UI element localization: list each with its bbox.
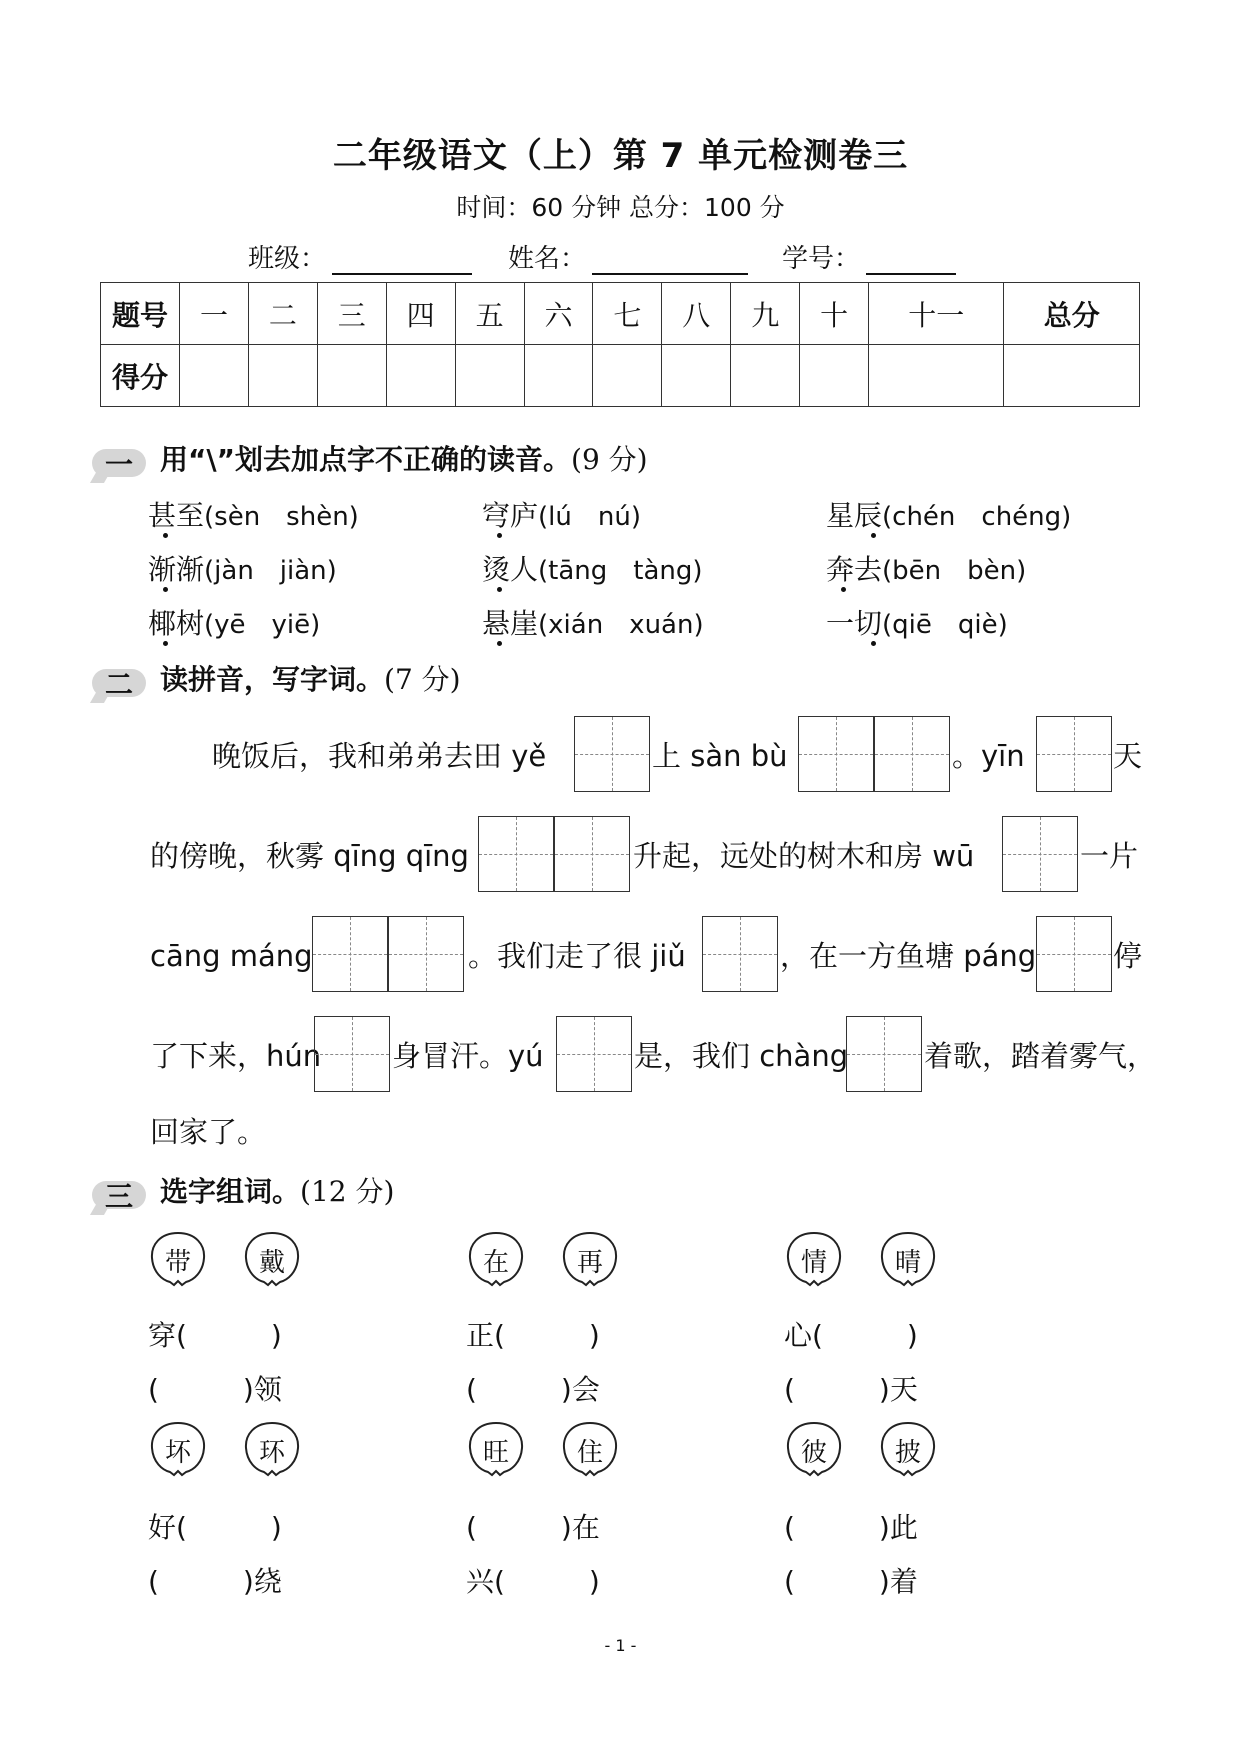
writing-grid-box[interactable]	[874, 716, 950, 792]
choice-character: 再	[560, 1230, 620, 1288]
score-col-7: 七	[593, 283, 662, 345]
choice-character: 在	[466, 1230, 526, 1288]
score-cell[interactable]	[455, 345, 524, 407]
class-blank[interactable]	[332, 247, 472, 275]
choice-character: 住	[560, 1420, 620, 1478]
emphasis-dot	[163, 587, 168, 592]
writing-grid-box[interactable]	[556, 1016, 632, 1092]
pinyin-item: 穹庐(lú nú)	[482, 499, 641, 532]
pinyin-item: 奔去(bēn bèn)	[826, 553, 1027, 586]
score-col-1: 一	[180, 283, 249, 345]
score-row-header: 得分	[101, 345, 180, 407]
word-blank-item[interactable]: ( )天	[784, 1373, 918, 1406]
choice-character: 晴	[878, 1230, 938, 1288]
passage-text: 天	[1113, 739, 1143, 773]
writing-grid-box[interactable]	[314, 1016, 390, 1092]
section-3-heading	[92, 1170, 394, 1211]
class-field[interactable]	[248, 238, 472, 275]
passage-text: cāng máng	[150, 939, 313, 973]
score-table	[100, 282, 1140, 407]
section-1-title: 用“\”划去加点字不正确的读音。	[160, 443, 572, 476]
passage-text: 的傍晚，秋雾 qīng qīng	[150, 839, 469, 873]
score-col-11: 十一	[869, 283, 1004, 345]
section-number-badge: 一	[92, 443, 150, 479]
passage-text: 停	[1113, 939, 1143, 973]
writing-grid-box[interactable]	[1036, 916, 1112, 992]
page-title: 二年级语文（上）第 7 单元检测卷三	[332, 136, 909, 176]
score-col-6: 六	[524, 283, 593, 345]
word-blank-item[interactable]: ( )会	[466, 1373, 600, 1406]
emphasis-dot	[163, 641, 168, 646]
passage-text: 。yīn	[952, 739, 1025, 773]
word-blank-item[interactable]: ( )在	[466, 1511, 600, 1544]
name-blank[interactable]	[592, 247, 748, 275]
emphasis-dot	[497, 533, 502, 538]
writing-grid-box[interactable]	[702, 916, 778, 992]
choice-character: 带	[148, 1230, 208, 1288]
score-cell[interactable]	[593, 345, 662, 407]
pinyin-item: 星辰(chén chéng)	[826, 499, 1072, 532]
student-id-label: 学号：	[782, 244, 861, 274]
emphasis-dot	[871, 641, 876, 646]
pinyin-item: 椰树(yē yiē)	[148, 607, 321, 640]
emphasis-dot	[163, 533, 168, 538]
passage-text: 回家了。	[150, 1115, 267, 1149]
choice-character: 披	[878, 1420, 938, 1478]
score-cell[interactable]	[869, 345, 1004, 407]
score-cell[interactable]	[386, 345, 455, 407]
passage-text: 晚饭后，我和弟弟去田 yě	[212, 739, 547, 773]
student-id-field[interactable]	[782, 238, 956, 275]
word-blank-item[interactable]: 正( )	[466, 1319, 600, 1352]
choice-character: 旺	[466, 1420, 526, 1478]
score-col-4: 四	[386, 283, 455, 345]
passage-text: 。我们走了很 jiǔ	[468, 939, 686, 973]
pinyin-item: 一切(qiē qiè)	[826, 607, 1008, 640]
word-blank-item[interactable]: ( )着	[784, 1565, 918, 1598]
choice-character: 戴	[242, 1230, 302, 1288]
choice-character: 彼	[784, 1420, 844, 1478]
section-number-badge: 三	[92, 1175, 150, 1211]
writing-grid-box[interactable]	[846, 1016, 922, 1092]
score-cell[interactable]	[180, 345, 249, 407]
pinyin-item: 渐渐(jàn jiàn)	[148, 553, 337, 586]
score-col-total: 总分	[1004, 283, 1140, 345]
pinyin-item: 甚至(sèn shèn)	[148, 499, 359, 532]
passage-text: 升起，远处的树木和房 wū	[633, 839, 975, 873]
writing-grid-box[interactable]	[574, 716, 650, 792]
passage-text: 是，我们 chàng	[634, 1039, 849, 1073]
name-field[interactable]	[508, 238, 748, 275]
word-blank-item[interactable]: 好( )	[148, 1511, 282, 1544]
writing-grid-box[interactable]	[554, 816, 630, 892]
score-cell[interactable]	[1004, 345, 1140, 407]
passage-text: 身冒汗。yú	[392, 1039, 544, 1073]
score-col-10: 十	[800, 283, 869, 345]
pinyin-item: 烫人(tāng tàng)	[482, 553, 703, 586]
class-label: 班级：	[248, 244, 327, 274]
section-2-title: 读拼音，写字词。	[160, 663, 385, 696]
score-col-5: 五	[455, 283, 524, 345]
question-number-header: 题号	[101, 283, 180, 345]
score-cell[interactable]	[317, 345, 386, 407]
section-1-heading	[92, 438, 648, 479]
choice-character: 情	[784, 1230, 844, 1288]
passage-text: ，在一方鱼塘 páng	[780, 939, 1037, 973]
word-blank-item[interactable]: 兴( )	[466, 1565, 600, 1598]
word-blank-item[interactable]: ( )绕	[148, 1565, 282, 1598]
exam-meta: 时间：60 分钟 总分：100 分	[456, 193, 785, 222]
emphasis-dot	[497, 587, 502, 592]
emphasis-dot	[497, 641, 502, 646]
passage-text: 一片	[1080, 839, 1139, 873]
section-3-points: (12 分)	[300, 1175, 395, 1208]
writing-grid-box[interactable]	[1002, 816, 1078, 892]
score-col-8: 八	[662, 283, 731, 345]
name-label: 姓名：	[508, 244, 587, 274]
score-cell[interactable]	[731, 345, 800, 407]
score-cell[interactable]	[248, 345, 317, 407]
choice-character: 环	[242, 1420, 302, 1478]
section-2-points: (7 分)	[384, 663, 461, 696]
score-col-2: 二	[248, 283, 317, 345]
score-table-score-row	[101, 345, 1140, 407]
word-blank-item[interactable]: 心( )	[784, 1319, 918, 1352]
word-blank-item[interactable]: ( )领	[148, 1373, 282, 1406]
score-cell[interactable]	[800, 345, 869, 407]
score-col-9: 九	[731, 283, 800, 345]
section-number-badge: 二	[92, 663, 150, 699]
section-1-points: (9 分)	[571, 443, 648, 476]
word-blank-item[interactable]: ( )此	[784, 1511, 918, 1544]
section-2-heading	[92, 658, 461, 699]
score-cell[interactable]	[662, 345, 731, 407]
writing-grid-box[interactable]	[478, 816, 554, 892]
writing-grid-box[interactable]	[312, 916, 388, 992]
writing-grid-box[interactable]	[1036, 716, 1112, 792]
student-id-blank[interactable]	[866, 247, 956, 275]
writing-grid-box[interactable]	[388, 916, 464, 992]
emphasis-dot	[871, 533, 876, 538]
passage-text: 着歌，踏着雾气，	[924, 1039, 1157, 1073]
passage-text: 了下来，hún	[150, 1039, 322, 1073]
pinyin-item: 悬崖(xián xuán)	[482, 607, 704, 640]
passage-text: 上 sàn bù	[652, 739, 788, 773]
page-number: - 1 -	[604, 1636, 637, 1655]
score-col-3: 三	[317, 283, 386, 345]
emphasis-dot	[841, 587, 846, 592]
score-table-header-row	[101, 283, 1140, 345]
writing-grid-box[interactable]	[798, 716, 874, 792]
section-3-title: 选字组词。	[160, 1175, 301, 1208]
score-cell[interactable]	[524, 345, 593, 407]
word-blank-item[interactable]: 穿( )	[148, 1319, 282, 1352]
choice-character: 坏	[148, 1420, 208, 1478]
